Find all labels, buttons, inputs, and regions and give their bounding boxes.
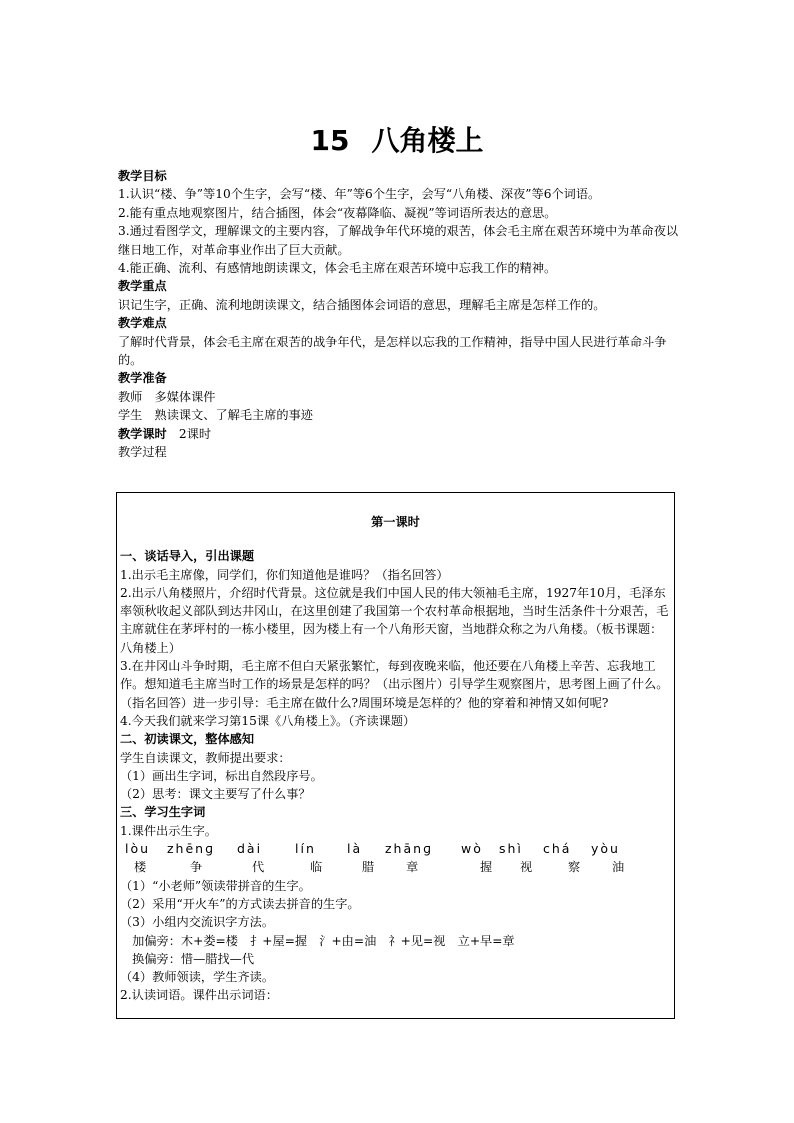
character: 腊 [362,860,375,875]
section-heading: 一、谈话导入，引出课题 [120,549,255,564]
lesson-number: 15 [310,124,350,157]
pinyin: wò [461,841,483,857]
objective-item: 4.能正确、流利、有感情地朗读课文，体会毛主席在艰苦环境中忘我工作的精神。 [118,261,557,276]
paragraph: 4.今天我们就来学习第15课《八角楼上》。（齐读课题） [120,713,416,728]
lesson-plan-header [118,167,680,462]
hours-value: 2课时 [166,426,212,441]
pinyin: zhānɡ [385,841,434,857]
paragraph: 加偏旁：木+娄=楼 扌+屋=握 氵+由=油 礻+见=视 立+早=章 [120,933,515,948]
paragraph: 2.出示八角楼照片，介绍时代背景。这位就是我们中国人民的伟大领袖毛主席，1927年10月，毛泽东率领秋收起义部队到达井冈山，在这里创建了我国第一个农村革命根据地，当时生活条件十分艰苦，毛主席就住在茅坪村的一栋小楼里，因为楼上有一个八角形天窗，当地群众称之为八角楼。（板书课题：八角楼上） [120,585,669,655]
pinyin: dài [237,841,263,857]
pinyin: shì [499,841,523,857]
objective-item: 2.能有重点地观察图片，结合插图，体会“夜幕降临、凝视”等词语所表达的意思。 [118,205,557,220]
pinyin: yòu [591,841,620,857]
character: 章 [406,860,419,875]
paragraph: 3.在井冈山斗争时期，毛主席不但白天紧张繁忙，每到夜晚来临，他还要在八角楼上辛苦、忘我地工作。想知道毛主席当时工作的场景是怎样的吗？（出示图片）引导学生观察图片，思考图上画了什么。（指名回答）进一步引导：毛主席在做什么?周围环境是怎样的？他的穿着和神情又如何呢? [120,659,669,710]
paragraph: （3）小组内交流识字方法。 [120,915,275,930]
pinyin: là [347,841,363,857]
objective-item: 1.认识“楼、争”等10个生字，会写“楼、年”等6个生字，会写“八角楼、深夜”等6个词语。 [118,187,601,202]
key-points-text: 识记生字，正确、流利地朗读课文，结合插图体会词语的意思，理解毛主席是怎样工作的。 [118,297,606,312]
character: 视 [520,860,533,875]
character-row [120,858,671,876]
preparation-student: 学生 熟读课文、了解毛主席的事迹 [118,408,313,423]
paragraph: 1.课件出示生字。 [120,823,217,838]
character: 油 [612,860,625,875]
preparation-heading: 教学准备 [118,371,167,386]
paragraph: （2）采用“开火车”的方式读去拼音的生字。 [120,896,360,911]
pinyin: zhēnɡ [167,841,216,857]
lesson-period-title: 第一课时 [371,515,420,529]
objective-item: 3.通过看图学文，理解课文的主要内容，了解战争年代环境的艰苦，体会毛主席在艰苦环境中为革命夜以继日地工作，对革命事业作出了巨大贡献。 [118,224,679,257]
lesson-name: 八角楼上 [371,124,484,157]
preparation-teacher: 教师 多媒体课件 [118,389,216,404]
process-label: 教学过程 [118,445,167,460]
paragraph: 1.出示毛主席像，同学们，你们知道他是谁吗？（指名回答） [120,567,449,582]
paragraph: （1）“小老师”领读带拼音的生字。 [120,878,311,893]
section-heading: 二、初读课文，整体感知 [120,732,255,747]
character: 楼 [134,860,147,875]
character: 察 [568,860,581,875]
section-heading: 三、学习生字词 [120,805,206,820]
paragraph: （2）思考：课文主要写了什么事？ [120,787,311,802]
character: 争 [190,860,203,875]
lesson-box [116,492,675,1019]
pinyin: lín [295,841,316,857]
character: 握 [480,860,493,875]
character: 临 [310,860,323,875]
paragraph: （1）画出生字词，标出自然段序号。 [120,768,323,783]
difficulty-text: 了解时代背景，体会毛主席在艰苦的战争年代，是怎样以忘我的工作精神，指导中国人民进行革命斗争的。 [118,334,667,368]
pinyin: lòu [125,841,151,857]
character: 代 [252,860,265,875]
pinyin-row [120,840,671,858]
pinyin: chá [543,841,572,857]
objectives-heading: 教学目标 [118,169,167,183]
paragraph: 2.认读词语。课件出示词语： [120,988,278,1003]
hours-heading: 教学课时 [118,426,167,441]
difficulty-heading: 教学难点 [118,316,167,331]
page-title [0,124,794,158]
paragraph: 学生自读课文，教师提出要求： [120,750,291,765]
paragraph: （4）教师领读，学生齐读。 [120,970,275,985]
key-points-heading: 教学重点 [118,279,167,294]
paragraph: 换偏旁：惜—腊找—代 [120,951,255,966]
